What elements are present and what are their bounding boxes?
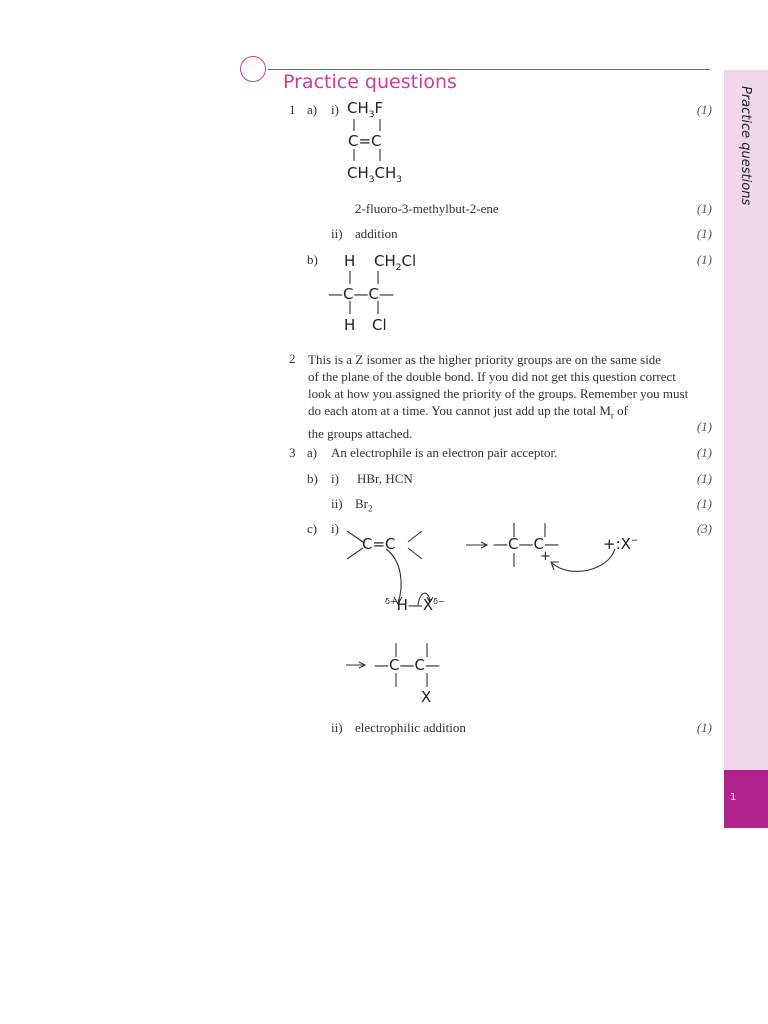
q3cii-text: electrophilic addition	[355, 720, 466, 735]
q1b-h-top: H	[344, 252, 356, 270]
q3c-hx: $^{\delta+}H—X^{\delta-}$	[385, 596, 445, 614]
q1ai-label: i)	[331, 102, 339, 117]
q1b-cl-bottom: Cl	[372, 316, 387, 334]
q1a-struct-bottom: $CH_3CH_3$	[347, 164, 402, 185]
q3c-alkene: C=C	[362, 535, 396, 553]
q3bi-text: HBr, HCN	[357, 471, 413, 486]
q3c-label: c)	[307, 521, 318, 536]
q3a-label: a)	[307, 445, 318, 460]
q3c-product-x: X	[421, 688, 432, 706]
q2-mark: (1)	[696, 419, 712, 434]
q3-number: 3	[289, 445, 296, 460]
q3c-carbocation: —C—C—	[493, 535, 559, 553]
q1b-mark: (1)	[696, 252, 712, 267]
page-number: 1	[730, 792, 737, 803]
q2-number: 2	[289, 351, 296, 366]
page-title: Practice questions	[283, 71, 457, 93]
q2-answer	[308, 351, 698, 442]
title-rule	[268, 69, 710, 70]
q2-line-4: do each atom at a time. You cannot just add up the total $M_r$ of	[308, 403, 629, 421]
q3b-label: b)	[307, 471, 318, 486]
q2-line-5: the groups attached.	[308, 425, 413, 441]
q1aii-text: addition	[355, 226, 398, 241]
q1a-struct-mid: C=C	[348, 132, 382, 150]
q3bii-mark: (1)	[696, 496, 712, 511]
q3c-mark: (3)	[696, 521, 712, 536]
q1a-struct-top: $CH_3F$	[347, 99, 384, 120]
q3ci-label: i)	[331, 521, 339, 536]
q3bii-text: $Br_2$	[355, 496, 373, 514]
q3cii-mark: (1)	[696, 720, 712, 735]
q2-line-1: This is a Z isomer as the higher priority groups are on the same side	[308, 352, 662, 367]
q1a-name-mark: (1)	[696, 201, 712, 216]
q1b-ch2cl: $CH_2Cl$	[374, 252, 417, 273]
q1a-name: 2-fluoro-3-methylbut-2-ene	[355, 201, 499, 216]
q3a-mark: (1)	[696, 445, 712, 460]
title-circle-icon	[240, 56, 266, 82]
q3a-text: An electrophile is an electron pair acceptor.	[331, 445, 558, 460]
q1a-label: a)	[307, 102, 318, 117]
q3c-carbocation-charge: +	[540, 549, 551, 564]
q2-line-2: of the plane of the double bond. If you did not get this question correct	[308, 369, 676, 384]
q3bi-label: i)	[331, 471, 339, 486]
q1b-label: b)	[307, 252, 318, 267]
q3bi-mark: (1)	[696, 471, 712, 486]
q1ai-mark: (1)	[696, 102, 712, 117]
q1b-h-bottom: H	[344, 316, 356, 334]
q1b-chain: —C—C—	[328, 285, 394, 303]
q1-number: 1	[289, 102, 296, 117]
q1aii-mark: (1)	[696, 226, 712, 241]
sidebar-label: Practice questions	[738, 86, 753, 206]
q2-line-3: look at how you assigned the priority of the groups. Remember you must	[308, 386, 689, 401]
q3c-product: —C—C—	[374, 656, 440, 674]
q3bii-label: ii)	[331, 496, 343, 511]
q1aii-label: ii)	[331, 226, 343, 241]
q3c-anion: +:X−	[603, 535, 639, 553]
q3cii-label: ii)	[331, 720, 343, 735]
